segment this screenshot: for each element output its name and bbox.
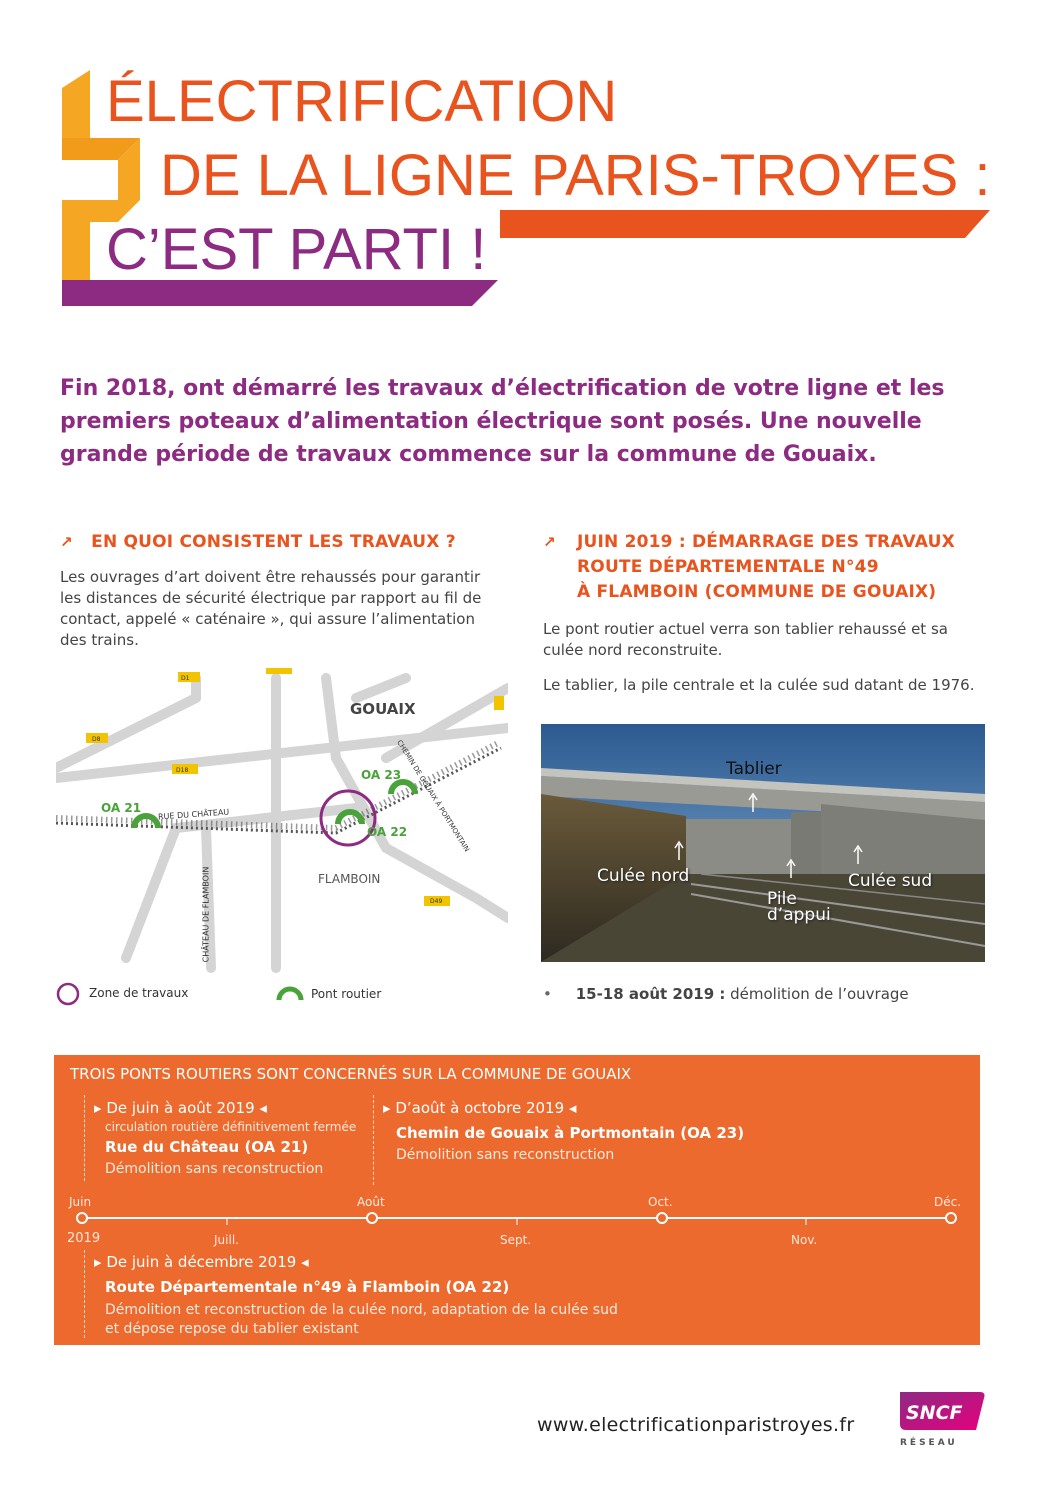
right-paragraph-1: Le pont routier actuel verra son tablier rehaussé et sa culée nord reconstruite.: [543, 620, 948, 659]
month-nov: Nov.: [791, 1233, 818, 1247]
item1-note: circulation routière définitivement fermée: [105, 1120, 357, 1134]
map-town-label: GOUAIX: [350, 700, 416, 718]
bullet-date: 15-18 août 2019 :: [575, 985, 726, 1003]
sncf-logo-text: SNCF: [906, 1402, 963, 1424]
legend-zone-label: Zone de travaux: [89, 986, 189, 1000]
item3-desc-2: et dépose repose du tablier existant: [105, 1321, 359, 1337]
title-line-2: DE LA LIGNE PARIS-TROYES :: [160, 143, 991, 208]
item1-desc: Démolition sans reconstruction: [105, 1161, 324, 1177]
road-tag-d8: D8: [92, 736, 101, 743]
works-map: [56, 668, 508, 978]
left-heading-text: EN QUOI CONSISTENT LES TRAVAUX ?: [91, 532, 456, 552]
month-sept: Sept.: [500, 1233, 532, 1247]
item3-period: ▸ De juin à décembre 2019 ◂: [94, 1253, 309, 1271]
item2-divider: [373, 1095, 375, 1185]
title-line-3: C’EST PARTI !: [106, 217, 487, 282]
month-juin: Juin: [69, 1195, 92, 1209]
month-aout: Août: [357, 1195, 385, 1209]
map-chemin-label: CHEMIN DE GOUAIX À PORTMONTAIN: [395, 738, 471, 854]
item1-period-text: De juin à août 2019: [106, 1099, 255, 1117]
item1-period: ▸ De juin à août 2019 ◂: [94, 1099, 267, 1117]
photo-label-pile-2: d’appui: [767, 905, 831, 925]
legend-pont-label: Pont routier: [311, 987, 382, 1001]
right-heading-line-2: ROUTE DÉPARTEMENTALE N°49: [577, 557, 879, 577]
right-paragraph-2: Le tablier, la pile centrale et la culée sud datant de 1976.: [543, 676, 975, 694]
month-juill: Juill.: [214, 1233, 239, 1247]
item1-name: Rue du Château (OA 21): [105, 1138, 309, 1156]
map-flamboin-label: FLAMBOIN: [318, 872, 381, 886]
road-tag-d18: D18: [176, 767, 189, 774]
title-line-1: ÉLECTRIFICATION: [106, 69, 618, 134]
arrow-icon: ↗: [543, 533, 556, 551]
photo-label-culee-nord: Culée nord: [597, 866, 690, 886]
timeline-box: [54, 1055, 980, 1345]
right-heading-line-1: JUIN 2019 : DÉMARRAGE DES TRAVAUX: [577, 532, 955, 552]
right-heading-line-3: À FLAMBOIN (COMMUNE DE GOUAIX): [577, 582, 937, 602]
left-section: [60, 530, 520, 651]
item2-period: ▸ D’août à octobre 2019 ◂: [383, 1099, 577, 1117]
map-oa22-label: OA 22: [367, 825, 408, 839]
zone-legend-icon: [56, 982, 82, 1006]
footer-url[interactable]: www.electrificationparistroyes.fr: [537, 1414, 855, 1436]
timeline-title: TROIS PONTS ROUTIERS SONT CONCERNÉS SUR LA COMMUNE DE GOUAIX: [70, 1065, 632, 1083]
demolition-bullet: [543, 984, 909, 1005]
photo-label-culee-sud: Culée sud: [848, 871, 933, 891]
road-tag-d49: D49: [430, 898, 443, 905]
bridge-legend-icon: [276, 986, 304, 1002]
right-section-heading: [543, 530, 993, 605]
right-section: [543, 530, 993, 696]
bullet-dot: •: [543, 985, 552, 1003]
left-section-heading: [60, 530, 520, 555]
intro-paragraph: Fin 2018, ont démarré les travaux d’électrification de votre ligne et les premiers poteaux d’alimentation électrique sont posés. Une nouvelle grande période de travaux commence sur la commune de Gouaix.: [60, 376, 945, 467]
timeline-year: 2019: [67, 1231, 101, 1246]
map-rue-chateau-label: RUE DU CHÂTEAU: [157, 807, 230, 822]
map-oa21-label: OA 21: [101, 801, 142, 815]
sncf-logo-subtitle: RÉSEAU: [900, 1438, 958, 1448]
arrow-icon: ↗: [60, 533, 73, 551]
item2-desc: Démolition sans reconstruction: [396, 1147, 615, 1163]
road-tag-d1: D1: [181, 675, 190, 682]
item3-period-text: De juin à décembre 2019: [106, 1253, 297, 1271]
bullet-text: démolition de l’ouvrage: [725, 985, 909, 1003]
item3-divider: [84, 1250, 86, 1338]
item2-name: Chemin de Gouaix à Portmontain (OA 23): [396, 1124, 745, 1142]
map-oa23-label: OA 23: [361, 768, 402, 782]
item1-divider: [84, 1095, 86, 1181]
photo-label-pile-1: Pile: [767, 889, 797, 909]
left-section-text: Les ouvrages d’art doivent être rehaussés pour garantir les distances de sécurité électrique par rapport au fil de contact, appelé « caténaire », qui assure l’alimentation des trains.: [60, 568, 482, 649]
map-chateau-flamboin-label: CHÂTEAU DE FLAMBOIN: [201, 866, 211, 963]
item3-name: Route Départementale n°49 à Flamboin (OA 22): [105, 1278, 510, 1296]
item3-desc-1: Démolition et reconstruction de la culée nord, adaptation de la culée sud: [105, 1302, 618, 1318]
month-oct: Oct.: [648, 1195, 673, 1209]
photo-label-tablier: Tablier: [726, 759, 782, 779]
month-dec: Déc.: [934, 1195, 962, 1209]
item2-period-text: D’août à octobre 2019: [395, 1099, 565, 1117]
